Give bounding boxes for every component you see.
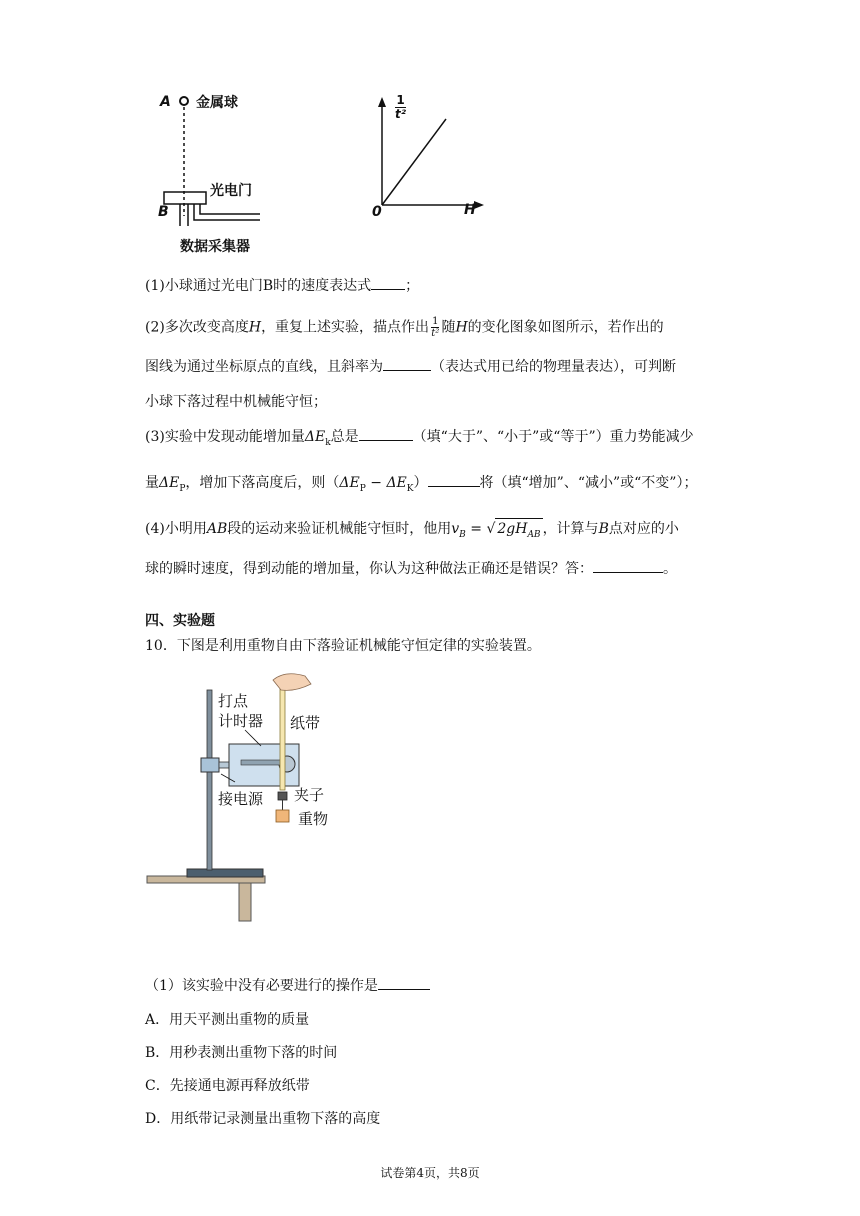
clip [278, 792, 287, 800]
option-b[interactable]: B．用秒表测出重物下落的时间 [145, 1045, 338, 1061]
sqrt-body: $2gH_{AB}$ [495, 518, 542, 545]
table-leg [239, 883, 251, 921]
label-tape: 纸带 [290, 714, 321, 732]
hand [273, 674, 311, 691]
graph-origin-label: 0 [372, 204, 382, 220]
photogate-body [164, 192, 206, 204]
graph-x-label: H [464, 202, 476, 218]
graph-y-num: 1 [396, 93, 405, 107]
photogate-diagram [150, 88, 280, 258]
answer-blank-5[interactable] [593, 558, 663, 573]
label-timer-1: 打点 [218, 692, 249, 710]
point-a-label: A [160, 94, 171, 110]
q9-part1: (1)小球通过光电门B时的速度表达式 ； [145, 275, 419, 296]
cable-inner [200, 204, 260, 214]
graph-y-label [395, 94, 406, 121]
q10-sub1: （1）该实验中没有必要进行的操作是 [145, 975, 430, 996]
q9-part4-line2: 球的瞬时速度，得到动能的增加量，你认为这种做法正确还是错误？答： 。 [145, 558, 677, 579]
q9-part2-line2: 图线为通过坐标原点的直线，且斜率为 （表达式用已给的物理量表达），可判断 [145, 356, 676, 377]
answer-blank-2[interactable] [383, 356, 431, 371]
option-a[interactable]: A．用天平测出重物的质量 [145, 1012, 310, 1028]
option-d[interactable]: D．用纸带记录测量出重物下落的高度 [145, 1111, 381, 1127]
stand-base [187, 869, 263, 877]
option-c[interactable]: C．先接通电源再释放纸带 [145, 1078, 310, 1094]
stand-clamp [201, 758, 219, 772]
label-timer-2: 计时器 [218, 712, 264, 730]
cable-outer [194, 204, 260, 220]
ball-label: 金属球 [196, 95, 238, 111]
q9-part3-line2: 量$\Delta E_P$，增加下落高度后，则$(\Delta E_P - \Delta E_K)$ 将（填“增加”、“减小”或“不变”）； [145, 472, 697, 499]
label-clip: 夹子 [294, 786, 325, 804]
answer-blank-3[interactable] [359, 426, 413, 441]
figure-photogate [150, 88, 280, 258]
label-power: 接电源 [218, 790, 264, 808]
answer-blank-4[interactable] [428, 472, 480, 487]
y-axis-arrow [378, 97, 386, 107]
q9-part3-line1: (3)实验中发现动能增加量$\Delta E_k$总是 （填“大于”、“小于”或“等于”）重力势能减少 [145, 426, 694, 453]
weight-block [276, 810, 289, 822]
q9-part4-line1: (4)小明用AB段的运动来验证机械能守恒时，他用$v_B$ = √ $2gH_{AB}$ ，计算与B点对应的小 [145, 518, 679, 545]
section-heading: 四、实验题 [145, 613, 215, 629]
stand-rod [207, 690, 212, 870]
metal-ball [180, 97, 188, 105]
label-weight: 重物 [298, 810, 329, 828]
collector-label: 数据采集器 [180, 239, 250, 255]
answer-blank-1[interactable] [371, 275, 405, 290]
fraction-1-over-t2: $\frac{1}{\text{t²}}$ [431, 316, 440, 339]
q9-part2-line3: 小球下落过程中机械能守恒； [145, 394, 327, 410]
timer-vibrator [241, 760, 281, 765]
sqrt-symbol: √ [486, 521, 496, 537]
answer-blank-6[interactable] [378, 975, 430, 990]
q9-part2-line1: (2)多次改变高度H，重复上述实验，描点作出 $\frac{1}{\text{t²}}$ 随H的变化图象如图所示，若作出的 [145, 316, 664, 339]
graph-y-den: t² [395, 107, 406, 121]
paper-tape [280, 684, 285, 790]
q10-stem: 10．下图是利用重物自由下落验证机械能守恒定律的实验装置。 [145, 638, 541, 654]
point-b-label: B [158, 204, 169, 220]
page-footer: 试卷第4页，共8页 [380, 1166, 480, 1180]
gate-label: 光电门 [210, 183, 252, 199]
graph-line [382, 119, 446, 205]
